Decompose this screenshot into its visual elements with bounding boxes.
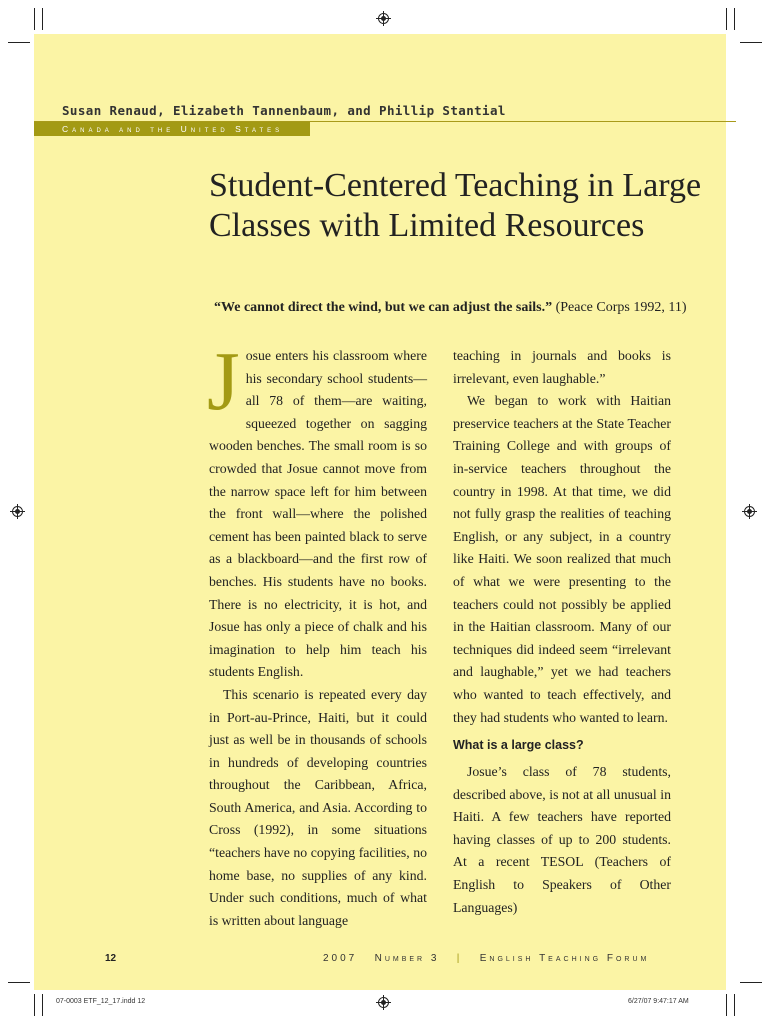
body-paragraph — [207, 335, 427, 684]
footer-separator: | — [456, 953, 463, 964]
region-label: Canada and the United States — [62, 124, 284, 134]
body-column-right — [453, 345, 671, 919]
crop-mark — [34, 994, 35, 1016]
crop-mark — [740, 982, 762, 983]
registration-mark-icon — [378, 13, 389, 24]
page-number: 12 — [105, 953, 117, 964]
crop-mark — [726, 8, 727, 30]
crop-mark — [8, 42, 30, 43]
body-paragraph: teaching in journals and books is irrelevant, even laughable.” — [453, 348, 671, 386]
epigraph — [214, 300, 694, 316]
crop-mark — [42, 994, 43, 1016]
print-slug-file: 07-0003 ETF_12_17.indd 12 — [56, 998, 146, 1005]
section-subheading: What is a large class? — [453, 738, 584, 753]
body-column-left — [207, 335, 427, 932]
paragraph-text: osue enters his classroom where his secondary school students—all 78 of them—are waiting, squeezed together on sagging wooden benches. The small room is so crowded that Josue cannot move from the narrow space left for him between the front wall—where the polished cement has been painted black to serve as a blackboard—and the first row of benches. His students have no books. There is no electricity, it is hot, and Josue has only a piece of chalk and his imagination to help him teach his students English. — [209, 348, 427, 680]
issue-number: Number 3 — [374, 953, 440, 964]
article-title: Student-Centered Teaching in Large Classes with Limited Resources — [209, 167, 702, 244]
body-paragraph: Josue’s class of 78 students, described above, is not at all unusual in Haiti. A few teachers have reported having classes of up to 200 students. At a recent TESOL (Teachers of English to Speakers of Other Languages) — [453, 764, 671, 915]
journal-name: English Teaching Forum — [479, 953, 650, 964]
crop-mark — [8, 982, 30, 983]
crop-mark — [740, 42, 762, 43]
crop-mark — [42, 8, 43, 30]
issue-year: 2007 — [323, 953, 358, 964]
registration-mark-icon — [378, 997, 389, 1008]
crop-mark — [734, 994, 735, 1016]
crop-mark — [34, 8, 35, 30]
issue-footer — [323, 953, 649, 964]
registration-mark-icon — [744, 506, 755, 517]
epigraph-quote: “We cannot direct the wind, but we can adjust the sails.” — [214, 300, 553, 315]
crop-mark — [734, 8, 735, 30]
print-slug-timestamp: 6/27/07 9:47:17 AM — [628, 998, 689, 1005]
epigraph-citation: (Peace Corps 1992, 11) — [555, 300, 687, 315]
body-paragraph: This scenario is repeated every day in Port-au-Prince, Haiti, but it could just as well be in thousands of schools in hundreds of developing countries throughout the Caribbean, Africa, South America, and Asia. According to Cross (1992), in some situations “teachers have no copying facilities, no home base, no supplies of any kind. Under such conditions, much of what is written about language — [209, 686, 427, 928]
author-byline: Susan Renaud, Elizabeth Tannenbaum, and Phillip Stantial — [62, 103, 506, 118]
registration-mark-icon — [12, 506, 23, 517]
body-paragraph: We began to work with Haitian preservice teachers at the State Teacher Training College and with groups of in-service teachers throughout the country in 1998. At that time, we did not fully grasp the realities of teaching English, or any subject, in a country like Haiti. We soon realized that much of what we were presenting to the teachers could not possibly be applied in the Haitian classroom. Many of our techniques did indeed seem “irrelevant and laughable,” yet we had teachers who wanted to teach effectively, and they had students who wanted to learn. — [453, 393, 671, 725]
drop-cap: J — [207, 335, 240, 428]
crop-mark — [726, 994, 727, 1016]
